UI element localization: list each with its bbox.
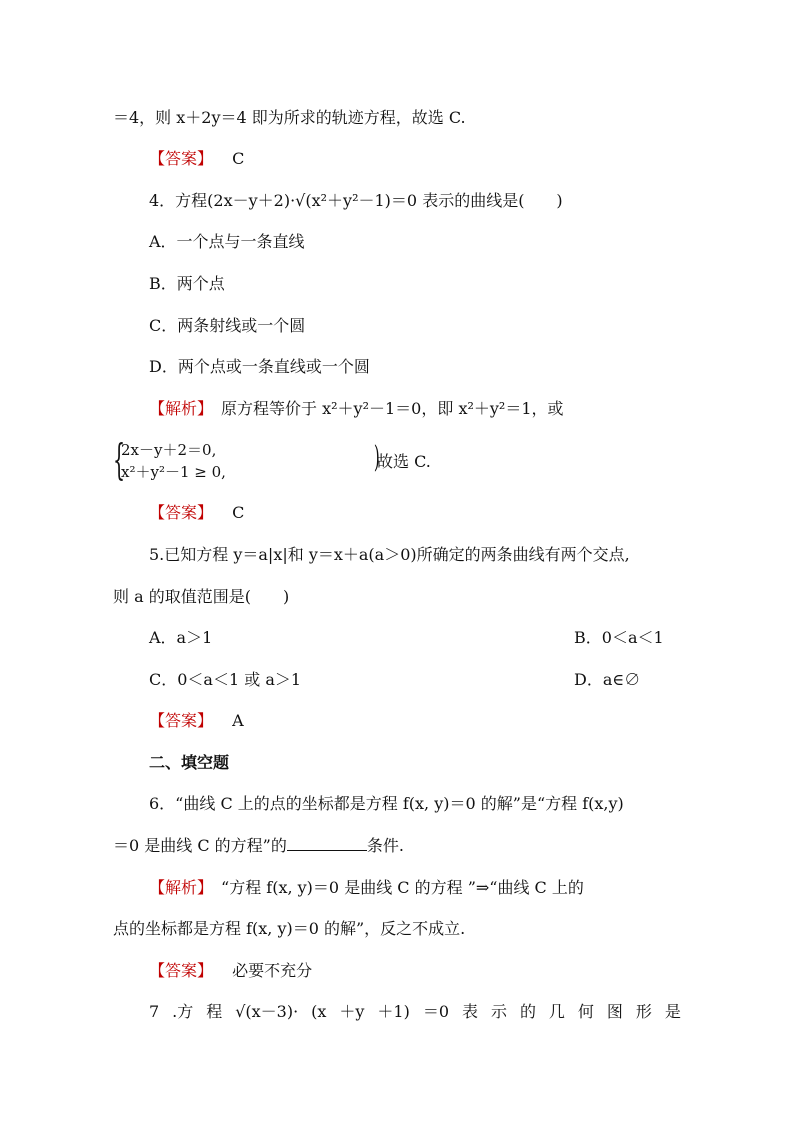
question-7-stem bbox=[149, 1000, 681, 1024]
answer-value: A bbox=[232, 711, 244, 730]
q7-part: 的 bbox=[519, 1002, 536, 1021]
answer-value: C bbox=[232, 149, 245, 168]
q7-part: ＋1) bbox=[377, 1002, 410, 1021]
q7-part: 何 bbox=[577, 1002, 594, 1021]
analysis-text: 原方程等价于 x²＋y²－1＝0，即 x²＋y²＝1，或 bbox=[205, 399, 564, 418]
q7-part: 表 bbox=[461, 1002, 478, 1021]
answer-row bbox=[149, 147, 719, 171]
system-row-2: x²＋y²－1 ≥ 0, bbox=[121, 463, 226, 481]
question-5-options-row-1 bbox=[149, 626, 719, 650]
question-6-text-end: 条件. bbox=[366, 836, 404, 855]
q7-part: 程 bbox=[206, 1002, 223, 1021]
question-5-stem-cont: 则 a 的取值范围是( ) bbox=[113, 587, 290, 606]
answer-tag: 【答案】 bbox=[149, 503, 214, 522]
analysis-tag: 【解析】 bbox=[149, 399, 206, 418]
q7-part: 是 bbox=[664, 1002, 681, 1021]
equation-system bbox=[113, 437, 673, 487]
q7-part: .方 bbox=[172, 1002, 194, 1021]
analysis-row bbox=[149, 876, 719, 900]
answer-tag: 【答案】 bbox=[149, 711, 214, 730]
section-heading: 二、填空题 bbox=[149, 753, 230, 772]
question-4-option-a: A．一个点与一条直线 bbox=[149, 232, 305, 251]
q7-part: √(x－3)· bbox=[235, 1002, 299, 1021]
question-4-option-c: C．两条射线或一个圆 bbox=[149, 316, 306, 335]
answer-tag: 【答案】 bbox=[149, 961, 214, 980]
question-6-stem-cont bbox=[113, 834, 683, 858]
q7-part: 图 bbox=[606, 1002, 623, 1021]
question-5-stem: 5.已知方程 y＝a|x|和 y＝x＋a(a＞0)所确定的两条曲线有两个交点, bbox=[149, 545, 630, 564]
analysis-tag: 【解析】 bbox=[149, 878, 206, 897]
question-5-option-a: A．a＞1 bbox=[149, 628, 213, 647]
q7-part: ＋y bbox=[339, 1002, 365, 1021]
q7-part: (x bbox=[311, 1002, 327, 1021]
question-5-option-d: D．a∈∅ bbox=[574, 670, 641, 689]
question-4-option-b: B．两个点 bbox=[149, 274, 225, 293]
answer-row bbox=[149, 501, 719, 525]
q7-part: 示 bbox=[490, 1002, 507, 1021]
analysis-text: “方程 f(x, y)＝0 是曲线 C 的方程 ”⇒“曲线 C 上的 bbox=[205, 878, 584, 897]
q7-part: ＝0 bbox=[422, 1002, 449, 1021]
left-brace: { bbox=[113, 435, 126, 484]
q7-part: 7 bbox=[149, 1002, 160, 1021]
right-brace: ) bbox=[373, 440, 380, 475]
question-6-stem: 6．“曲线 C 上的点的坐标都是方程 f(x, y)＝0 的解”是“方程 f(x,y) bbox=[149, 794, 624, 813]
question-5-options-row-2 bbox=[149, 668, 719, 692]
question-4-stem: 4．方程(2x－y＋2)·√(x²＋y²－1)＝0 表示的曲线是( ) bbox=[149, 191, 563, 210]
answer-value: 必要不充分 bbox=[232, 961, 313, 980]
answer-tag: 【答案】 bbox=[149, 149, 214, 168]
q7-part: 形 bbox=[635, 1002, 652, 1021]
answer-row bbox=[149, 709, 719, 733]
text-line: ＝4，则 x＋2y＝4 即为所求的轨迹方程，故选 C. bbox=[113, 108, 466, 127]
q7-part: 几 bbox=[548, 1002, 565, 1021]
system-row-1: 2x－y＋2＝0, bbox=[121, 441, 217, 459]
system-conclusion: 故选 C. bbox=[377, 452, 431, 471]
answer-row bbox=[149, 959, 719, 983]
fill-blank bbox=[287, 836, 367, 851]
question-6-text: ＝0 是曲线 C 的方程”的 bbox=[113, 836, 287, 855]
question-5-option-b: B．0＜a＜1 bbox=[574, 628, 664, 647]
question-5-option-c: C．0＜a＜1 或 a＞1 bbox=[149, 670, 302, 689]
question-4-option-d: D．两个点或一条直线或一个圆 bbox=[149, 357, 370, 376]
analysis-row bbox=[149, 397, 719, 421]
analysis-text-cont: 点的坐标都是方程 f(x, y)＝0 的解”，反之不成立. bbox=[113, 919, 466, 938]
answer-value: C bbox=[232, 503, 245, 522]
